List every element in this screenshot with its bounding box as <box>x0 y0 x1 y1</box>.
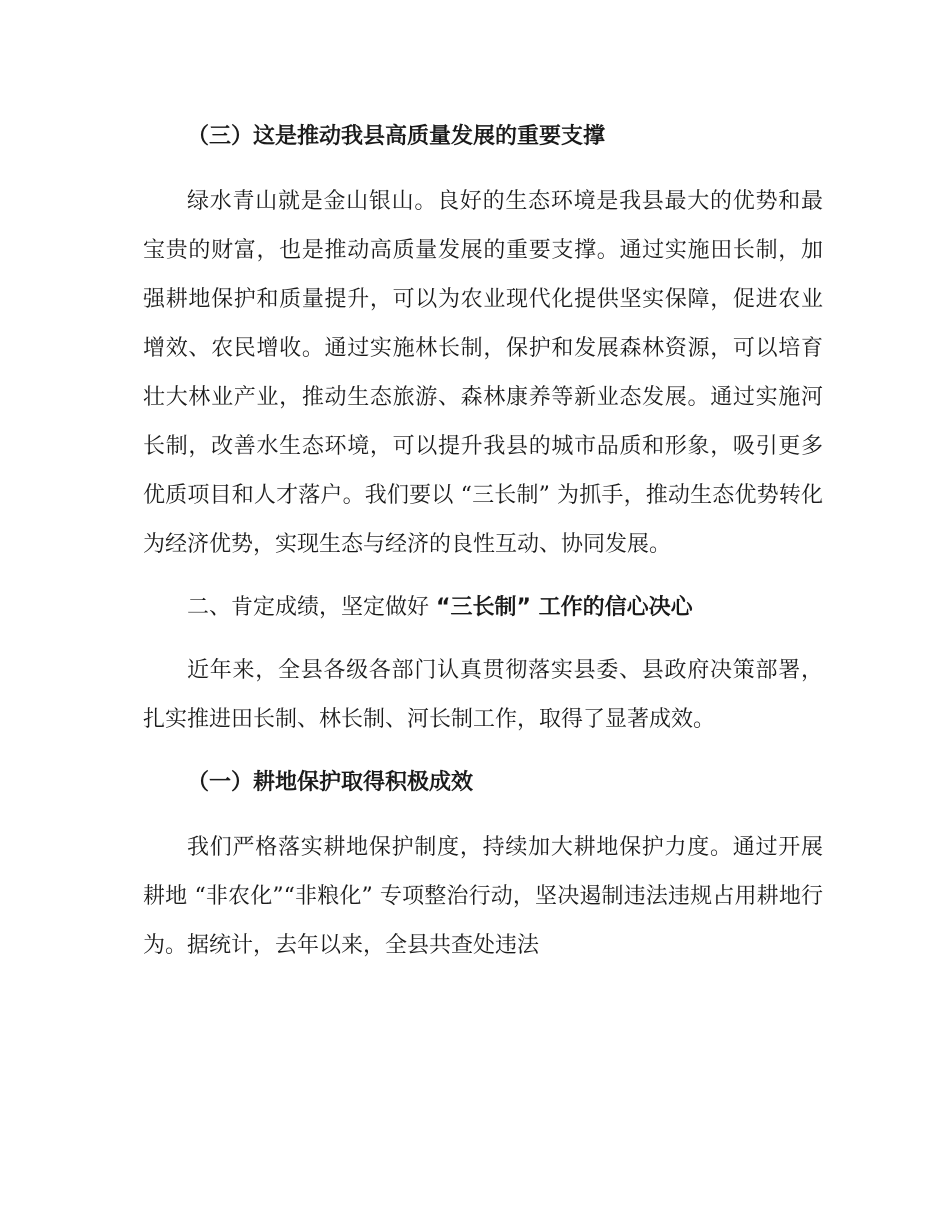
section-heading-2-prefix: 二、肯定成绩，坚定做好 <box>187 595 436 620</box>
paragraph-farmland: 我们严格落实耕地保护制度，持续加大耕地保护力度。通过开展耕地 “非农化”“非粮化” 专项整治行动，坚决遏制违法违规占用耕地行为。据统计，去年以来，全县共查处违法 <box>143 835 823 958</box>
paragraph-ecology: 绿水青山就是金山银山。良好的生态环境是我县最大的优势和最宝贵的财富，也是推动高质量发展的重要支撑。通过实施田长制，加强耕地保护和质量提升，可以为农业现代化提供坚实保障，促进农业增效、农民增收。通过实施林长制，保护和发展森林资源，可以培育壮大林业产业，推动生态旅游、森林康养等新业态发展。通过实施河长制，改善水生态环境，可以提升我县的城市品质和形象，吸引更多优质项目和人才落户。我们要以 “三长制” 为抓手，推动生态优势转化为经济优势，实现生态与经济的良性互动、协同发展。 <box>143 189 823 557</box>
paragraph-achievements: 近年来，全县各级各部门认真贯彻落实县委、县政府决策部署，扎实推进田长制、林长制、河长制工作，取得了显著成效。 <box>143 658 823 732</box>
document-page <box>143 112 823 984</box>
section-heading-2-bold: “三长制” 工作的信心决心 <box>436 595 693 620</box>
section-heading-2 <box>143 583 823 632</box>
subheading-3: （三）这是推动我县高质量发展的重要支撑 <box>187 124 606 149</box>
subheading-1: （一）耕地保护取得积极成效 <box>187 770 474 795</box>
